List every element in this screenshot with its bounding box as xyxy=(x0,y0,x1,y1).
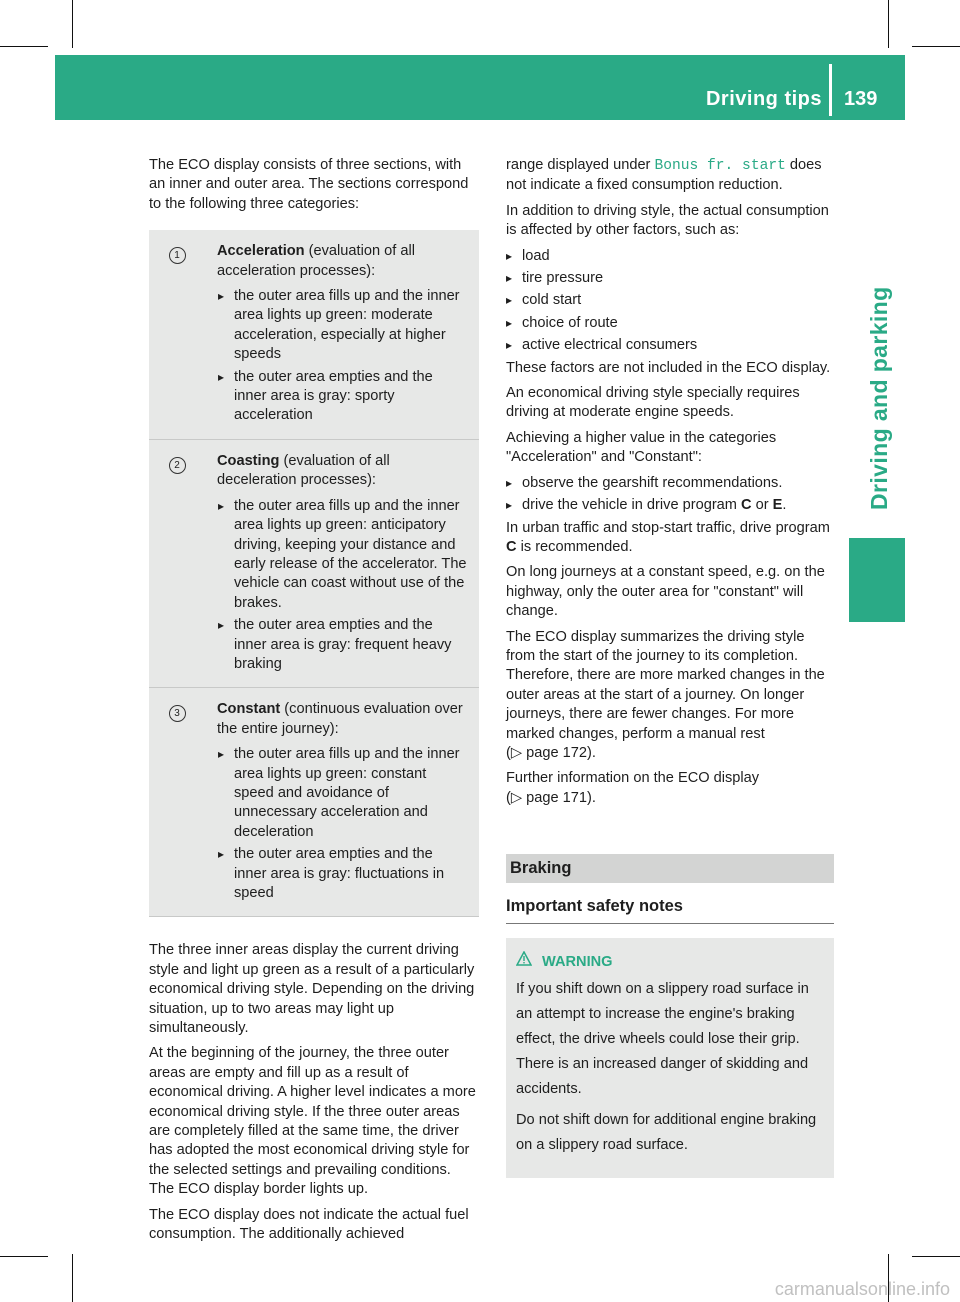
body-paragraph: At the beginning of the journey, the three outer areas are empty and fill up as a result of economical driving. A higher level indicates a more economical driving style. If the three outer areas are completely filled at the same time, the driver has adopted the most economical driving style for the selected settings and prevailing conditions. The ECO display border lights up. xyxy=(149,1045,476,1198)
list-item: ▸ drive the vehicle in drive program C or E. xyxy=(506,496,834,515)
body-paragraph: Achieving a higher value in the categories "Acceleration" and "Constant": xyxy=(506,429,777,466)
crop-mark xyxy=(0,1256,48,1257)
list-item: ▸ the outer area fills up and the inner area lights up green: anticipatory driving, keeping your distance and early release of the accelerator. The vehicle can coast without use of the brakes. xyxy=(218,497,467,613)
list-item: ▸ the outer area empties and the inner area is gray: sporty acceleration xyxy=(218,368,467,426)
warning-text: If you shift down on a slippery road surface in an attempt to increase the engine's braking effect, the drive wheels could lose their grip. There is an increased danger of skidding and accidents. xyxy=(516,980,809,1097)
watermark: carmanualsonline.info xyxy=(774,1279,950,1299)
body-paragraph: The ECO display does not indicate the actual fuel consumption. The additionally achieved xyxy=(149,1206,469,1243)
body-paragraph: On long journeys at a constant speed, e.g. on the highway, only the outer area for "constant" will change. xyxy=(506,564,825,620)
header-separator xyxy=(829,64,832,116)
number-badge: 3 xyxy=(169,705,186,722)
page-reference-link[interactable]: (▷ page 172). xyxy=(506,744,596,761)
body-paragraph: range displayed under Bonus fr. start does not indicate a fixed consumption reduction. xyxy=(506,157,822,194)
crop-mark xyxy=(72,1254,73,1302)
body-paragraph: These factors are not included in the ECO display. xyxy=(506,359,831,376)
warning-box xyxy=(506,938,834,1178)
number-badge: 2 xyxy=(169,457,186,474)
right-column xyxy=(506,156,834,1178)
table-row xyxy=(149,440,479,688)
crop-mark xyxy=(72,0,73,48)
body-paragraph: In addition to driving style, the actual consumption is affected by other factors, such as: xyxy=(506,202,829,239)
list-item: ▸ observe the gearshift recommendations. xyxy=(506,474,834,493)
table-row xyxy=(149,230,479,440)
table-row xyxy=(149,688,479,917)
category-desc: (evaluation of all deceleration processes): xyxy=(217,452,390,489)
section-tab-marker xyxy=(849,538,905,622)
left-column xyxy=(149,156,479,1251)
category-table xyxy=(149,230,479,917)
section-tab-label: Driving and parking xyxy=(866,286,892,510)
body-paragraph: An economical driving style specially requires driving at moderate engine speeds. xyxy=(506,385,800,421)
intro-paragraph: The ECO display consists of three sections, with an inner and outer area. The sections correspond to the following three categories: xyxy=(149,157,469,212)
crop-mark xyxy=(912,46,960,47)
section-heading: Braking xyxy=(506,854,834,883)
list-item: ▸ active electrical consumers xyxy=(506,336,834,355)
category-title: Constant xyxy=(217,701,281,718)
header-title: Driving tips xyxy=(705,88,822,110)
list-item: ▸ choice of route xyxy=(506,314,834,333)
warning-text: Do not shift down for additional engine braking on a slippery road surface. xyxy=(516,1111,817,1153)
category-desc: (continuous evaluation over the entire journey): xyxy=(217,701,463,737)
body-paragraph: The ECO display summarizes the driving style from the start of the journey to its completion. Therefore, there are more marked changes in the outer areas at the start of a journey. On longer journeys, there are fewer changes. For more marked changes, perform a manual rest (▷ page 172). xyxy=(506,628,825,761)
list-item: ▸ the outer area fills up and the inner area lights up green: constant speed and avoidance of unnecessary acceleration and deceleration xyxy=(218,745,467,842)
display-message-label: Bonus fr. start xyxy=(654,158,786,174)
body-paragraph: Further information on the ECO display (▷ page 171). xyxy=(506,770,760,806)
subsection-heading: Important safety notes xyxy=(506,897,834,923)
list-item: ▸ the outer area empties and the inner area is gray: frequent heavy braking xyxy=(218,616,467,674)
list-item: ▸ load xyxy=(506,247,834,266)
list-item: ▸ the outer area empties and the inner area is gray: fluctuations in speed xyxy=(218,845,467,903)
crop-mark xyxy=(0,46,48,47)
page-reference-link[interactable]: (▷ page 171). xyxy=(506,789,596,806)
warning-label: WARNING xyxy=(542,953,613,970)
list-item: ▸ the outer area fills up and the inner area lights up green: moderate acceleration, especially at higher speeds xyxy=(218,287,467,365)
number-badge: 1 xyxy=(169,247,186,264)
warning-triangle-icon xyxy=(516,950,532,975)
category-desc: (evaluation of all acceleration processes): xyxy=(217,243,415,279)
crop-mark xyxy=(912,1256,960,1257)
crop-mark xyxy=(888,0,889,48)
body-paragraph: The three inner areas display the current driving style and light up green as a result of a particularly economical driving style. Depending on the driving situation, up to two areas may light up simultaneously. xyxy=(149,942,475,1037)
page-number: 139 xyxy=(844,88,878,110)
category-title: Acceleration xyxy=(217,243,305,260)
category-title: Coasting xyxy=(217,452,280,469)
list-item: ▸ tire pressure xyxy=(506,269,834,288)
list-item: ▸ cold start xyxy=(506,291,834,310)
body-paragraph: In urban traffic and stop-start traffic, drive program C is recommended. xyxy=(506,519,830,555)
